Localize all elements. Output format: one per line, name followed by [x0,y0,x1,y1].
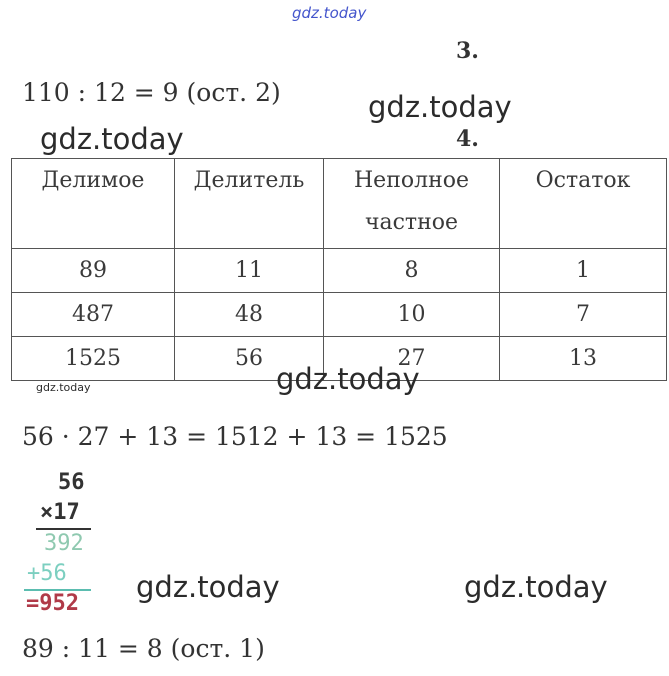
task-3-equation: 110 : 12 = 9 (ост. 2) [22,78,281,107]
watermark-small: gdz.today [36,381,91,394]
table-cell: 8 [324,249,500,293]
watermark-2: gdz.today [40,122,184,156]
table-cell: 7 [500,293,667,337]
header-divisor: Делитель [175,159,324,249]
task-3-number: 3. [456,38,479,64]
header-remainder: Остаток [500,159,667,249]
multiplication-divider-line [36,528,91,530]
table-cell: 56 [175,337,324,381]
division-table [11,158,667,381]
watermark-1: gdz.today [368,90,512,124]
table-cell: 11 [175,249,324,293]
table-cell: 13 [500,337,667,381]
multiplication-result: =952 [26,591,79,616]
partial-product-1: 392 [44,531,84,556]
watermark-table: gdz.today [276,362,420,396]
header-quotient: Неполное частное [324,159,500,249]
table-cell: 27 [324,337,500,381]
table-cell: 487 [12,293,175,337]
table-row [12,293,667,337]
final-equation: 89 : 11 = 8 (ост. 1) [22,634,265,663]
table-header-row [12,159,667,249]
table-cell: 10 [324,293,500,337]
partial-product-2: +56 [27,561,67,586]
table-cell: 1 [500,249,667,293]
watermark-top: gdz.today [292,4,367,22]
watermark-4: gdz.today [464,570,608,604]
header-dividend: Делимое [12,159,175,249]
watermark-3: gdz.today [136,570,280,604]
table-cell: 48 [175,293,324,337]
task-4-number: 4. [456,126,479,152]
multiplier: ×17 [40,500,80,525]
multiplicand: 56 [58,470,85,495]
table-cell: 89 [12,249,175,293]
table-row [12,249,667,293]
table-cell: 1525 [12,337,175,381]
check-equation: 56 · 27 + 13 = 1512 + 13 = 1525 [22,422,448,451]
